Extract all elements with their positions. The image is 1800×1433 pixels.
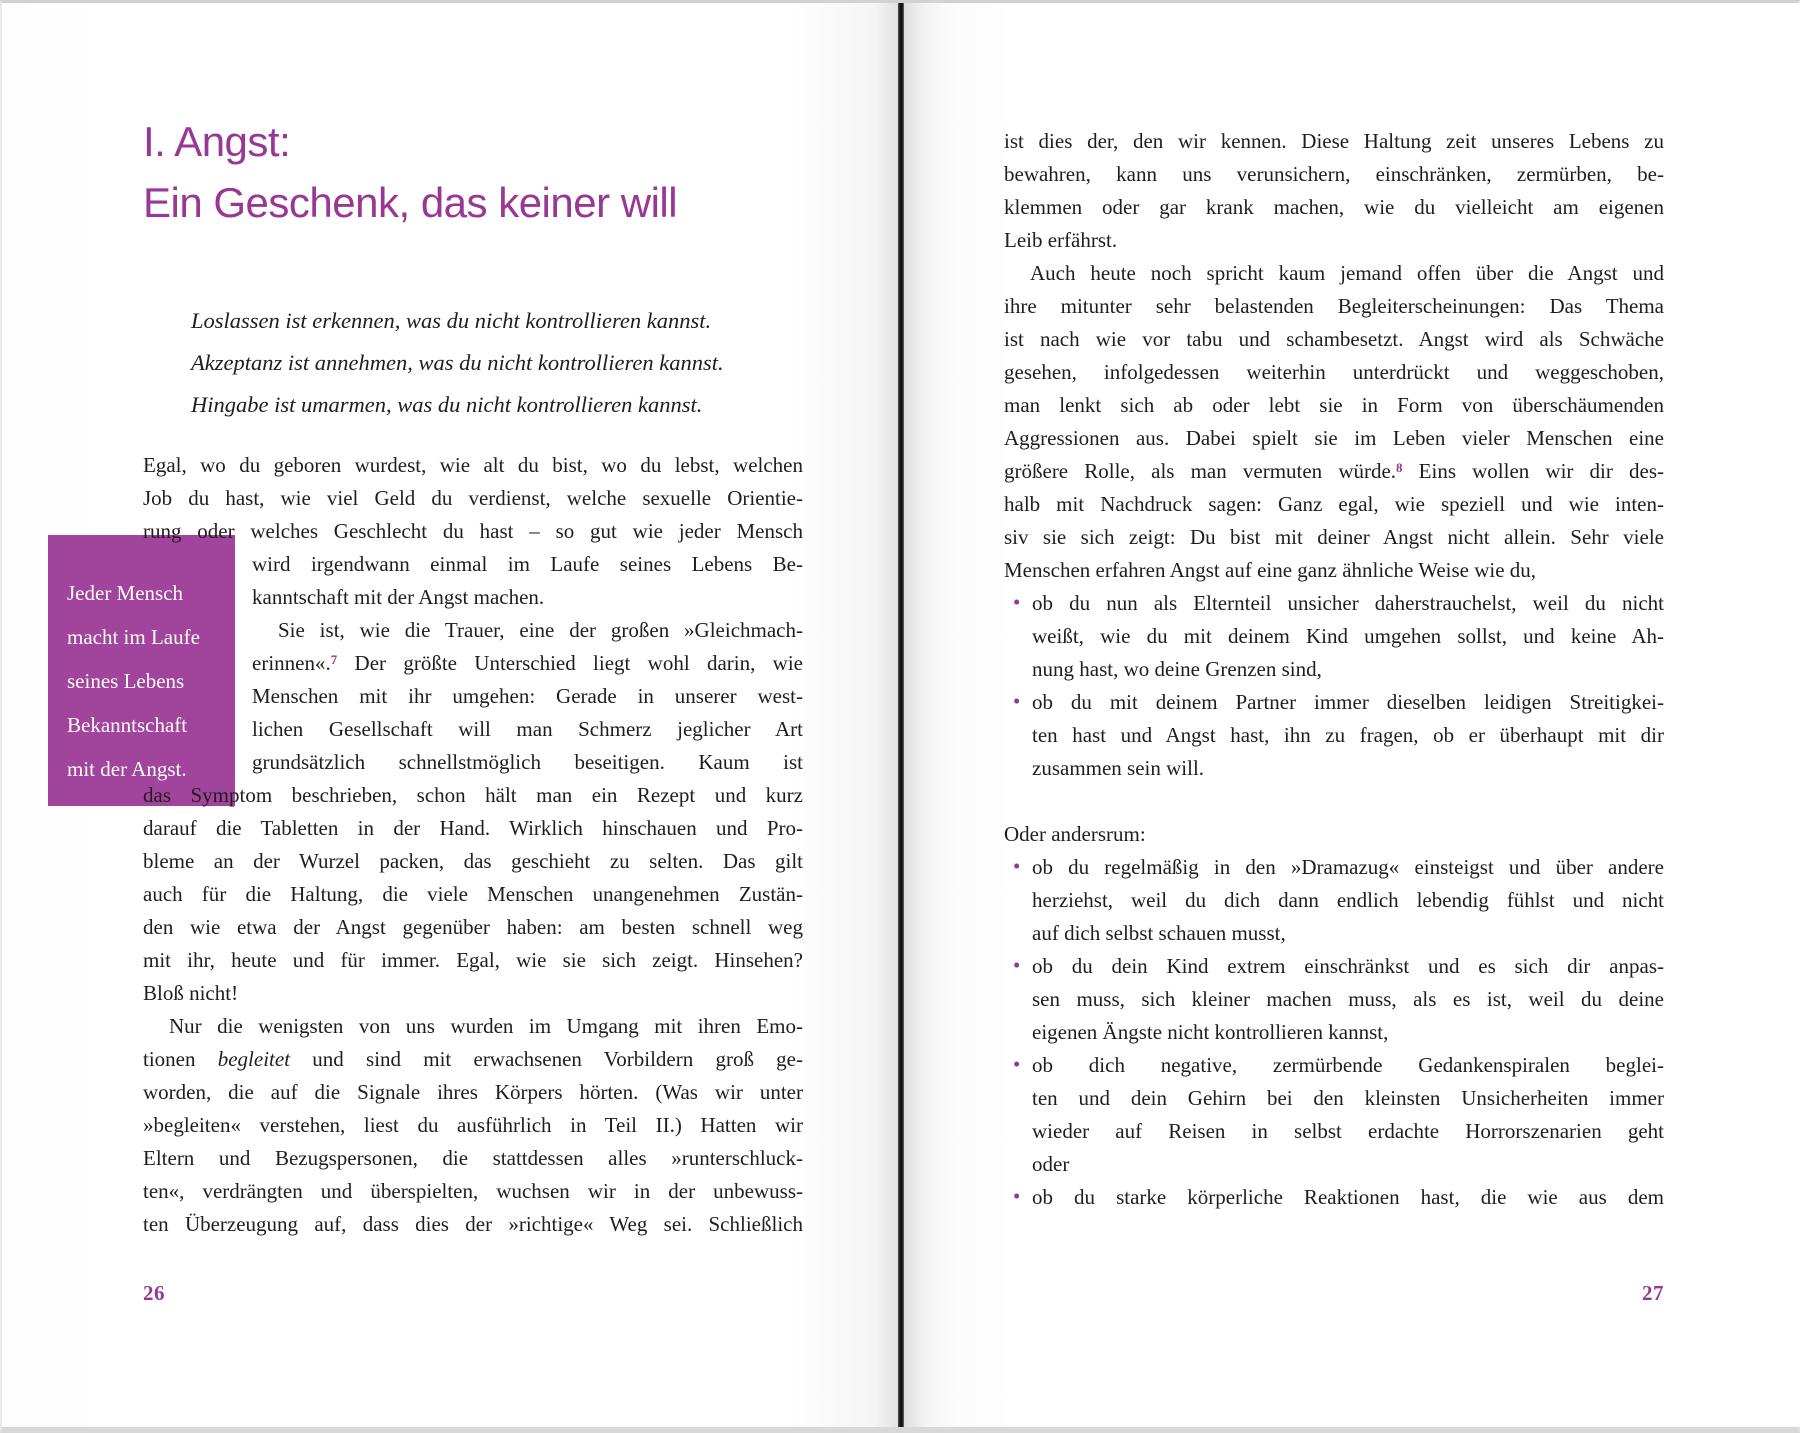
text-line: Sie ist, wie die Trauer, eine der großen »Gleichmach- <box>278 618 803 642</box>
text-line: auch für die Haltung, die viele Menschen unangenehmen Zustän- <box>143 882 803 906</box>
text-line: worden, die auf die Signale ihres Körpers hörten. (Was wir unter <box>143 1080 803 1104</box>
text-line: wird irgendwann einmal im Laufe seines Lebens Be- <box>252 552 803 576</box>
bullet-list-line: • ob dich negative, zermürbende Gedankenspiralen beglei- <box>1004 1049 1664 1082</box>
text-line: ten hast und Angst hast, ihn zu fragen, ob er überhaupt mit dir <box>1032 723 1664 747</box>
text-line: ist nach wie vor tabu und schambesetzt. Angst wird als Schwäche <box>1004 327 1664 351</box>
text-line: tionen begleitet und sind mit erwachsenen Vorbildern groß ge- <box>143 1047 803 1071</box>
text-line: gesehen, infolgedessen weiterhin unterdrückt und weggeschoben, <box>1004 360 1664 384</box>
chapter-title <box>143 111 843 233</box>
text-line: größere Rolle, als man vermuten würde.$^8$ Eins wollen wir dir des- <box>1004 459 1665 483</box>
epigraph <box>191 300 831 426</box>
page-left <box>2 3 898 1427</box>
body-text-right <box>1004 125 1664 1214</box>
epigraph-line: Akzeptanz ist annehmen, was du nicht kontrollieren kannst. <box>191 350 724 375</box>
text-line: bleme an der Wurzel packen, das geschieht zu selten. Das gilt <box>143 849 803 873</box>
text-line: grundsätzlich schnellstmöglich beseitigen. Kaum ist <box>252 750 803 774</box>
text-line: man lenkt sich ab oder lebt sie in Form von überschäumenden <box>1004 393 1664 417</box>
text-line: eigenen Ängste nicht kontrollieren kannst, <box>1032 1020 1389 1044</box>
text-line: Eltern und Bezugspersonen, die stattdessen alles »runterschluck- <box>143 1146 803 1170</box>
bullet-icon: • <box>1013 953 1021 977</box>
bullet-list-line: • ob du regelmäßig in den »Dramazug« einsteigst und über andere <box>1004 851 1664 884</box>
text-line: Nur die wenigsten von uns wurden im Umgang mit ihren Emo- <box>169 1014 803 1038</box>
text-line: oder <box>1032 1152 1070 1176</box>
text-line: auf dich selbst schauen musst, <box>1032 921 1286 945</box>
text-line: siv sie sich zeigt: Du bist mit deiner Angst nicht allein. Sehr viele <box>1004 525 1664 549</box>
text-line: ten«, verdrängten und überspielten, wuchsen wir in der unbewuss- <box>143 1179 803 1203</box>
text-line: ten und dein Gehirn bei den kleinsten Unsicherheiten immer <box>1032 1086 1664 1110</box>
pull-quote-line: Bekanntschaft <box>67 713 188 737</box>
text-line: ten Überzeugung auf, dass dies der »richtige« Weg sei. Schließlich <box>143 1212 803 1236</box>
page-right <box>904 3 1800 1427</box>
pull-quote-line: Jeder Mensch <box>67 581 184 605</box>
text-line: ist dies der, den wir kennen. Diese Haltung zeit unseres Lebens zu <box>1004 129 1664 153</box>
text-line: kanntschaft mit der Angst machen. <box>252 585 545 609</box>
footnote-marker: 7 <box>330 652 338 667</box>
pull-quote-line: macht im Laufe <box>67 625 200 649</box>
text-line: weißt, wie du mit deinem Kind umgehen sollst, und keine Ah- <box>1032 624 1664 648</box>
text-line: nung hast, wo deine Grenzen sind, <box>1032 657 1322 681</box>
text-line: den wie etwa der Angst gegenüber haben: am besten schnell weg <box>143 915 803 939</box>
text-line: bewahren, kann uns verunsichern, einschränken, zermürben, be- <box>1004 162 1664 186</box>
bullet-icon: • <box>1013 1184 1021 1208</box>
text-line: Job du hast, wie viel Geld du verdienst, welche sexuelle Orientie- <box>143 486 803 510</box>
bullet-list-line: • ob du dein Kind extrem einschränkst und es sich dir anpas- <box>1004 950 1664 983</box>
text-line: Egal, wo du geboren wurdest, wie alt du bist, wo du lebst, welchen <box>143 453 803 477</box>
footnote-marker: 8 <box>1396 460 1403 475</box>
text-line: halb mit Nachdruck sagen: Ganz egal, wie speziell und wie inten- <box>1004 492 1664 516</box>
text-line: zusammen sein will. <box>1032 756 1205 780</box>
text-line: Auch heute noch spricht kaum jemand offen über die Angst und <box>1030 261 1664 285</box>
text-line: Menschen mit ihr umgehen: Gerade in unserer west- <box>252 684 803 708</box>
text-line: das Symptom beschrieben, schon hält man ein Rezept und kurz <box>143 783 803 807</box>
blank-line <box>1004 785 1664 818</box>
text-line: Aggressionen aus. Dabei spielt sie im Leben vieler Menschen eine <box>1004 426 1664 450</box>
text-line: herziehst, weil du dich dann endlich lebendig fühlst und nicht <box>1032 888 1664 912</box>
page-number-right: 27 <box>1642 1281 1664 1305</box>
bullet-icon: • <box>1013 689 1021 713</box>
text-line: rung oder welches Geschlecht du hast – so gut wie jeder Mensch <box>143 519 803 543</box>
bullet-icon: • <box>1013 854 1021 878</box>
text-line: Leib erfährst. <box>1004 228 1118 252</box>
bullet-list-line: • ob du mit deinem Partner immer dieselben leidigen Streitigkei- <box>1004 686 1664 719</box>
chapter-title-line-2: Ein Geschenk, das keiner will <box>143 179 678 226</box>
text-line: Bloß nicht! <box>143 981 239 1005</box>
text-line: lichen Gesellschaft will man Schmerz jeglicher Art <box>252 717 803 741</box>
text-line: klemmen oder gar krank machen, wie du vielleicht am eigenen <box>1004 195 1664 219</box>
chapter-title-line-1: I. Angst: <box>143 118 291 165</box>
epigraph-line: Loslassen ist erkennen, was du nicht kontrollieren kannst. <box>191 308 712 333</box>
text-line: mit ihr, heute und für immer. Egal, wie sie sich zeigt. Hinsehen? <box>143 948 803 972</box>
text-line: Menschen erfahren Angst auf eine ganz ähnliche Weise wie du, <box>1004 558 1537 582</box>
pull-quote-line: seines Lebens <box>67 669 185 693</box>
epigraph-line: Hingabe ist umarmen, was du nicht kontrollieren kannst. <box>191 392 703 417</box>
text-line: ihre mitunter sehr belastenden Begleiterscheinungen: Das Thema <box>1004 294 1664 318</box>
bullet-list-line: • ob du starke körperliche Reaktionen hast, die wie aus dem <box>1004 1181 1664 1214</box>
text-line: sen muss, sich kleiner machen muss, als es ist, weil du deine <box>1032 987 1664 1011</box>
text-line: »begleiten« verstehen, liest du ausführlich in Teil II.) Hatten wir <box>143 1113 803 1137</box>
bullet-list-line: • ob du nun als Elternteil unsicher daherstrauchelst, weil du nicht <box>1004 587 1664 620</box>
page-number-left: 26 <box>143 1281 165 1305</box>
text-line: erinnen«.$^7$ Der größte Unterschied liegt wohl darin, wie <box>252 651 803 675</box>
text-line: darauf die Tabletten in der Hand. Wirklich hinschauen und Pro- <box>143 816 803 840</box>
bullet-icon: • <box>1013 590 1021 614</box>
text-line: Oder andersrum: <box>1004 822 1146 846</box>
text-line: wieder auf Reisen in selbst erdachte Horrorszenarien geht <box>1032 1119 1664 1143</box>
pull-quote-line: mit der Angst. <box>67 757 187 781</box>
body-text-left <box>143 449 803 1241</box>
bullet-icon: • <box>1013 1052 1021 1076</box>
